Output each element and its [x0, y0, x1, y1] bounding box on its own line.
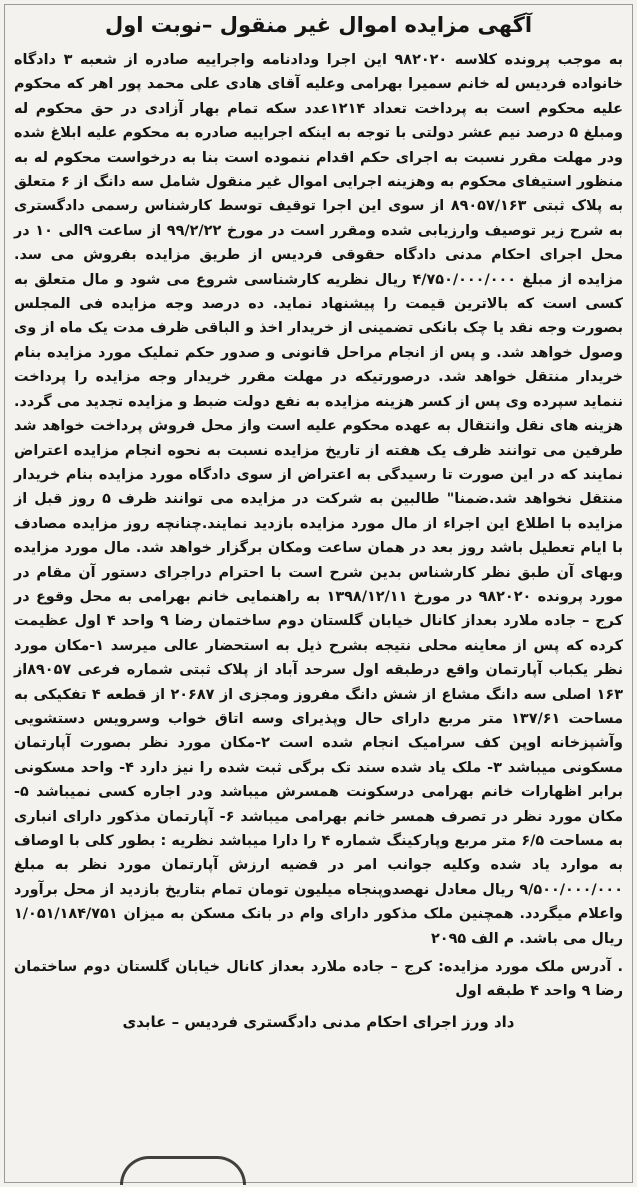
stamp-mark	[120, 1156, 246, 1185]
notice-signature: داد ورز اجرای احکام مدنی دادگستری فردیس – عابدی	[122, 1012, 515, 1031]
notice-title: آگهی مزایده اموال غیر منقول –نوبت اول	[104, 13, 533, 37]
notice-body	[14, 48, 623, 1004]
notice-paragraph-address: . آدرس ملک مورد مزایده: کرج – جاده ملارد بعداز کانال خیابان گلستان دوم ساختمان رضا ۹ واحد ۴ طبقه اول	[14, 959, 623, 1000]
notice-paragraph-main: به موجب پرونده کلاسه ۹۸۲۰۲۰ این اجرا ودادنامه واجراییه صادره از شعبه ۳ دادگاه خانواده فردیس له خانم سمیرا بهرامی وعلیه آقای هادی علی محمد پور اهر که محکوم علیه محکوم است به پرداخت تعداد ۱۲۱۴عدد سکه تمام بهار آزادی در حق محکوم له ومبلغ ۵ درصد نیم عشر دولتی با توجه به اینکه اجراییه صادره به محکوم علیه ابلاغ شده ودر مهلت مقرر نسبت به اجرای حکم اقدام ننموده است بنا به درخواست محکوم له به منظور استیفای محکوم به وهزینه اجرایی اموال غیر منقول شامل سه دانگ از ۶ متعلق به پلاک ثبتی ۸۹۰۵۷/۱۶۳ از سوی این اجرا توقیف توسط کارشناس رسمی دادگستری به شرح زیر توصیف وارزیابی شده ومقرر است در مورخ ۹۹/۲/۲۲ از ساعت ۹الی ۱۰ در محل اجرای احکام مدنی دادگاه حقوقی فردیس از طریق مزایده بفروش می سد. مزایده از مبلغ ۴/۷۵۰/۰۰۰/۰۰۰ ریال نظریه کارشناسی شروع می شود و مال متعلق به کسی است که بالاترین قیمت را پیشنهاد نماید. ده درصد وجه مزایده فی المجلس بصورت وجه نقد یا چک بانکی تضمینی از خریدار اخذ و الباقی ظرف مدت یک ماه از وی وصول خواهد شد. و پس از انجام مراحل قانونی و صدور حکم تملیک مورد مزایده بنام خریدار منتقل خواهد شد. درصورتیکه در مهلت مقرر خریدار وجه مزایده را پرداخت ننماید سپرده وی پس از کسر هزینه مزایده به نفع دولت ضبط و مزایده تجدید می گردد. هزینه های نقل وانتقال به عهده محکوم علیه است واز محل فروش پرداخت خواهد شد طرفین می توانند ظرف یک هفته از تاریخ مزایده نسبت به نحوه انجام مزایده اعتراض نمایند که در این صورت تا رسیدگی به اعتراض از سوی دادگاه مورد مزایده بنام خریدار منتقل نخواهد شد.ضمنا" طالبین به شرکت در مزایده می توانند ظرف ۵ روز قبل از مزایده با اطلاع این اجراء از مال مورد مزایده بازدید نمایند.چنانچه روز مزایده مصادف با ایام تعطیل باشد روز بعد در همان ساعت ومکان برگزار خواهد شد. مال مورد مزایده وبهای آن طبق نظر کارشناس بدین شرح است با احترام دراجرای دستور آن مقام در مورد پرونده ۹۸۲۰۲۰ در مورخ ۱۳۹۸/۱۲/۱۱ به راهنمایی خانم بهرامی به محل وقوع در کرج – جاده ملارد بعداز کانال خیابان گلستان دوم ساختمان رضا ۹ واحد ۴ اول عظیمت کرده که پس از معاینه محلی نتیجه بشرح ذیل به استحضار عالی میرسد ۱-مکان مورد نظر یکباب آپارتمان واقع درطبقه اول سرحد آباد از پلاک ثبتی شماره فرعی ۸۹۰۵۷از ۱۶۳ اصلی سه دانگ مشاع از شش دانگ مفروز ومجزی از ۲۰۶۸۷ از قطعه ۴ تفکیکی به مساحت ۱۳۷/۶۱ متر مربع دارای حال وپذیرای وسه اتاق خواب وسرویس دستشویی وآشپزخانه اوپن کف سرامیک انجام شده است ۲-مکان مورد نظر بصورت آپارتمان مسکونی میباشد ۳- ملک یاد شده سند تک برگی ثبت شده را نیز دارد ۴- واحد مسکونی برابر اظهارات خانم بهرامی درسکونت همسرش میباشد ودر اجاره کسی نمیباشد ۵- مکان مورد نظر در تصرف همسر خانم بهرامی میباشد ۶- آپارتمان مذکور دارای انباری به مساحت ۶/۵ متر مربع وپارکینگ شماره ۴ را دارا میباشد نظریه : بطور کلی با اوصاف به موارد یاد شده وکلیه جوانب امر در قضیه ارزش آپارتمان مورد نظر به مبلغ ۹/۵۰۰/۰۰۰/۰۰۰ ریال معادل نهصدوپنجاه میلیون تومان تمام بتاریخ بازدید از محل برآورد واعلام میگردد. همچنین ملک مذکور دارای وام در بانک مسکن به میزان ۱/۰۵۱/۱۸۴/۷۵۱ ریال می باشد. م الف ۲۰۹۵	[14, 52, 624, 947]
